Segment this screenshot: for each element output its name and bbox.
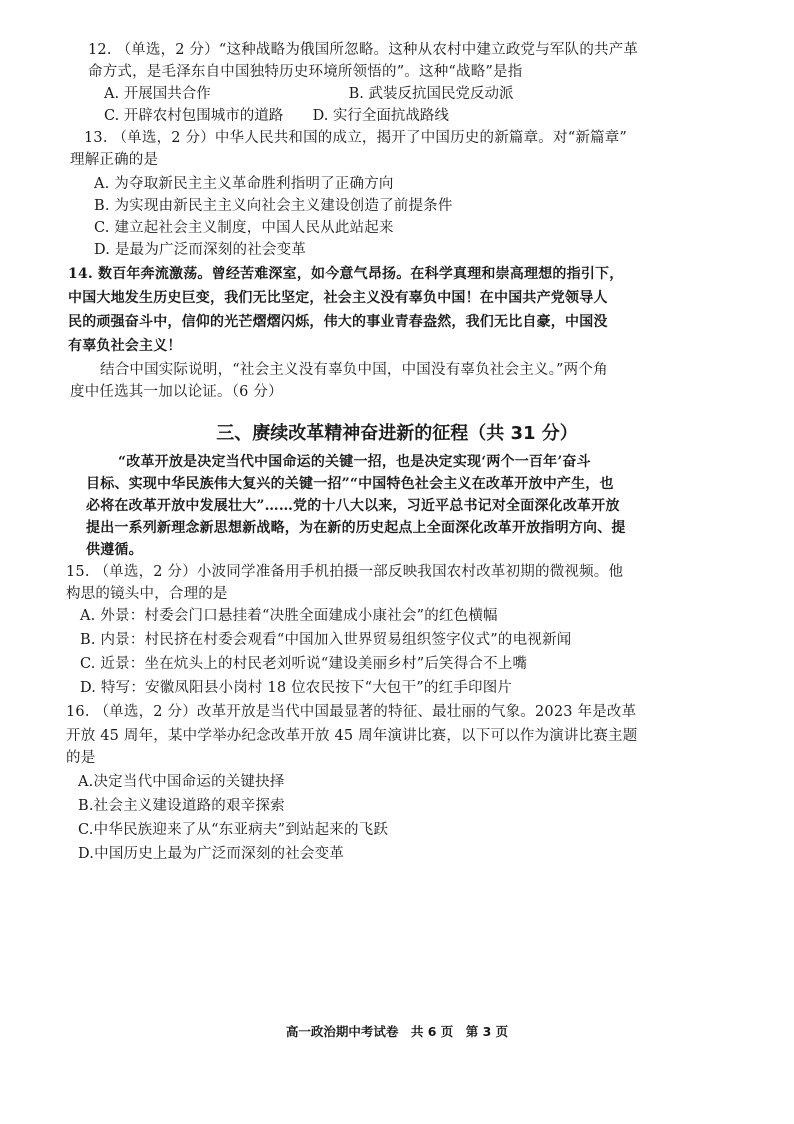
q16-stem-line2: 开放 45 周年，某中学举办纪念改革开放 45 周年演讲比赛，以下可以作为演讲比赛主题 xyxy=(66,728,638,744)
q15-stem-line2: 构思的镜头中，合理的是 xyxy=(66,586,228,602)
q14-material-line4: 有辜负社会主义！ xyxy=(68,338,182,354)
q16-option-c: C.中华民族迎来了从“东亚病夫”到站起来的飞跃 xyxy=(78,822,389,838)
q16-option-b: B.社会主义建设道路的艰辛探索 xyxy=(78,798,285,814)
q14-material-line2: 中国大地发生历史巨变，我们无比坚定，社会主义没有辜负中国！在中国共产党领导人 xyxy=(68,290,608,306)
section-title: 三、赓续改革精神奋进新的征程（共 31 分） xyxy=(216,423,578,444)
q16-stem-line1: 16. （单选，2 分）改革开放是当代中国最显著的特征、最壮丽的气象。2023 年是改革 xyxy=(66,704,637,720)
q12-option-c: C. 开辟农村包围城市的道路 xyxy=(104,108,284,124)
q12-option-b: B. 武装反抗国民党反动派 xyxy=(348,86,514,102)
section-intro-line3: 必将在改革开放中发展壮大”……党的十八大以来，习近平总书记对全面深化改革开放 xyxy=(86,498,620,514)
q13-stem-line1: 13. （单选，2 分）中华人民共和国的成立，揭开了中国历史的新篇章。对“新篇章” xyxy=(84,130,628,146)
q13-option-b: B. 为实现由新民主主义向社会主义建设创造了前提条件 xyxy=(94,198,453,214)
q12-options-row1 xyxy=(104,84,513,104)
q12-stem-line2: 命方式，是毛泽东自中国独特历史环境所领悟的”。这种“战略”是指 xyxy=(88,64,523,80)
q15-option-c: C. 近景：坐在炕头上的村民老刘听说“建设美丽乡村”后笑得合不上嘴 xyxy=(80,656,528,672)
q15-option-b: B. 内景：村民挤在村委会观看“中国加入世界贸易组织签字仪式”的电视新闻 xyxy=(80,632,572,648)
q13-option-d: D. 是最为广泛而深刻的社会变革 xyxy=(94,242,307,258)
q16-stem-line3: 的是 xyxy=(66,750,96,766)
section-intro-line1: “改革开放是决定当代中国命运的关键一招，也是决定实现‘两个一百年’奋斗 xyxy=(118,454,591,470)
q16-option-a: A.决定当代中国命运的关键抉择 xyxy=(78,774,285,790)
section-intro-line5: 供遵循。 xyxy=(86,542,143,558)
section-intro-line2: 目标、实现中华民族伟大复兴的关键一招”“中国特色社会主义在改革开放中产生，也 xyxy=(86,476,614,492)
q13-stem-line2: 理解正确的是 xyxy=(70,152,159,168)
q12-options-row2 xyxy=(104,106,449,126)
q12-option-a: A. 开展国共合作 xyxy=(104,86,211,102)
q14-material-line3: 民的顽强奋斗中，信仰的光芒熠熠闪烁，伟大的事业青春盎然，我们无比自豪，中国没 xyxy=(68,314,608,330)
q14-prompt-line1: 结合中国实际说明，“社会主义没有辜负中国，中国没有辜负社会主义。”两个角 xyxy=(100,362,608,378)
q12-option-d: D. 实行全面抗战路线 xyxy=(312,108,449,124)
page-footer: 高一政治期中考试卷 共 6 页 第 3 页 xyxy=(285,1024,509,1039)
section-intro-line4: 提出一系列新理念新思想新战略，为在新的历史起点上全面深化改革开放指明方向、提 xyxy=(86,520,626,536)
q13-option-a: A. 为夺取新民主主义革命胜利指明了正确方向 xyxy=(94,176,394,192)
q14-material-line1: 14. 数百年奔流激荡。曾经苦难深室，如今意气昂扬。在科学真理和崇高理想的指引下， xyxy=(68,266,624,282)
q15-option-d: D. 特写：安徽凤阳县小岗村 18 位农民按下“大包干”的红手印图片 xyxy=(80,680,513,696)
q16-option-d: D.中国历史上最为广泛而深刻的社会变革 xyxy=(78,846,345,862)
q14-prompt-line2: 度中任选其一加以论证。（6 分） xyxy=(70,384,283,400)
q13-option-c: C. 建立起社会主义制度，中国人民从此站起来 xyxy=(94,220,394,236)
q15-option-a: A. 外景：村委会门口悬挂着“决胜全面建成小康社会”的红色横幅 xyxy=(80,608,498,624)
q12-stem-line1: 12. （单选，2 分）“这种战略为俄国所忽略。这种从农村中建立政党与军队的共产革 xyxy=(88,42,639,58)
q15-stem-line1: 15. （单选，2 分）小波同学准备用手机拍摄一部反映我国农村改革初期的微视频。他 xyxy=(66,564,624,580)
